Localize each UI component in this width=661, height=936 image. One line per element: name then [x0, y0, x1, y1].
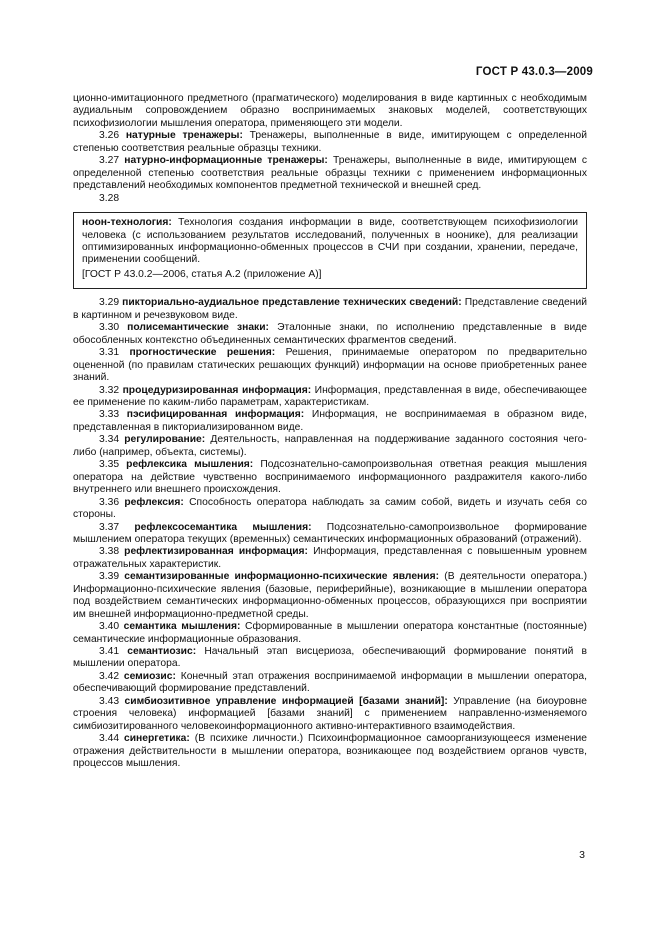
entry-number: 3.35 [99, 459, 120, 471]
entry-definition: Тренажеры, выполненные в виде, имитирующем с определенной степенью соответствия реальные образцы техники с применением информационных представлений необходимых компонентов предметной технической и внешней сред. [73, 155, 587, 192]
entry-term: прогностические решения: [129, 347, 276, 359]
entry-definition: Подсознательно-самопроизвольное формирование мышлением оператора текущих (временных) семантических информационных образований (отражений). [73, 521, 587, 545]
entry-definition: Подсознательно-самопроизвольная ответная реакция мышления оператора на действие чувственно воспринимаемого информационного раздражителя какого-либо внутреннего или внешнего происхождения. [73, 459, 587, 496]
boxed-def: Технология создания информации в виде, соответствующем психофизиологии человека (с использованием результатов исследований, полученных в ноонике), для реализации оптимизированных информационно-обменных процессов в СЧИ при создании, хранении, передаче, применении сообщений. [82, 217, 578, 266]
term-entry [73, 546, 587, 571]
intro-paragraph: ционно-имитационного предметного (прагматического) моделирования в виде картинных с необходимым аудиальным сопровождением образно воспринимаемых знаковых моделей, соответствующих психофизиологии мышления оператора, применяющего эти модели. [73, 93, 587, 129]
term-entry [73, 497, 587, 522]
document-body [73, 93, 587, 771]
term-entry [73, 621, 587, 646]
term-entry [73, 733, 587, 770]
entry-term: натурные тренажеры: [125, 130, 243, 142]
entry-definition: Информация, не воспринимаемая в образном виде, представленная в пикториализированном виде. [73, 409, 587, 433]
entry-definition: Представление сведений в картинном и речезвуковом виде. [73, 297, 587, 321]
term-entry [73, 322, 587, 347]
entry-term: рефлектизированная информация: [124, 546, 308, 558]
entry-term: семантиозис: [127, 646, 197, 658]
term-entry [73, 522, 587, 547]
entry-number: 3.29 [99, 297, 120, 309]
entry-definition: Тренажеры, выполненные в виде, имитирующем с определенной степенью соответствия реальные образцы техники. [73, 130, 587, 154]
entry-term: пэсифицированная информация: [126, 409, 305, 421]
term-entry [73, 459, 587, 496]
entry-number: 3.38 [99, 546, 120, 558]
document-code: ГОСТ Р 43.0.3—2009 [475, 66, 593, 78]
entry-term: симбиозитивное управление информацией [базами знаний]: [124, 695, 448, 707]
entry-term: пикториально-аудиальное представление технических сведений: [122, 297, 462, 309]
entry-definition: Информация, представленная в виде, обеспечивающее ее применение по каким-либо параметрам, характеристикам. [73, 384, 587, 408]
entry-number: 3.42 [99, 670, 120, 682]
entry-number: 3.30 [99, 322, 120, 334]
entry-term: рефлексосемантика мышления: [134, 521, 312, 533]
entry-number: 3.27 [99, 155, 120, 167]
boxed-reference: [ГОСТ Р 43.0.2—2006, статья А.2 (приложение А)] [82, 268, 322, 280]
entry-number: 3.36 [99, 496, 120, 508]
term-entry [73, 193, 587, 205]
term-entry [73, 434, 587, 459]
boxed-term: ноон-технология: [82, 217, 172, 229]
term-entry [73, 696, 587, 733]
boxed-paragraph [82, 217, 578, 267]
entry-definition: Решения, принимаемые оператором по предварительно оцененной (по правилам статических решающих функций) информации на основе приобретенных ранее знаний. [73, 347, 587, 384]
entry-number: 3.31 [99, 347, 120, 359]
page-number: 3 [579, 849, 585, 861]
term-entry [73, 155, 587, 192]
entry-number: 3.37 [99, 521, 120, 533]
entry-term: семантизированные информационно-психические явления: [124, 571, 440, 583]
entry-term: семантика мышления: [123, 621, 241, 633]
entry-definition: Эталонные знаки, по исполнению представленные в виде обособленных контекстно объединенных семантических фрагментов сведений. [73, 322, 587, 346]
entry-term: процедуризированная информация: [122, 384, 312, 396]
entry-definition: (В психике личности.) Психоинформационное самоорганизующееся изменение отражения действительности в мышлении оператора, возникающее под воздействием органов чувств, процессов мышления. [73, 733, 587, 770]
entry-number: 3.33 [99, 409, 120, 421]
entry-number: 3.32 [99, 384, 120, 396]
term-list-b [73, 297, 587, 770]
entry-definition: Способность оператора наблюдать за самим собой, видеть и изучать себя со стороны. [73, 496, 587, 521]
entry-number: 3.41 [99, 646, 120, 658]
entry-term: синергетика: [123, 733, 190, 745]
term-entry [73, 646, 587, 671]
term-entry [73, 571, 587, 621]
entry-term: рефлексика мышления: [126, 459, 254, 471]
term-entry [73, 347, 587, 384]
term-entry [73, 385, 587, 410]
entry-definition: Деятельность, направленная на поддерживание заданного состояния чего-либо (например, объекта, системы). [73, 434, 587, 458]
entry-definition: Информация, представленная с повышенным уровнем отражательных характеристик. [73, 546, 587, 570]
entry-term: натурно-информационные тренажеры: [124, 155, 328, 167]
entry-definition: Управление (на биоуровне строения человека) информацией [базами знаний] с применением направленно-изменяемого симбиозитированного человекоинформационного активно-интерактивного взаимодействия. [73, 695, 587, 732]
entry-number: 3.44 [99, 733, 120, 745]
entry-definition: Начальный этап висцериоза, обеспечивающий формирование понятий в мышлении оператора. [73, 646, 587, 670]
boxed-definition [73, 212, 587, 289]
entry-number: 3.34 [99, 434, 120, 446]
term-entry [73, 130, 587, 155]
term-list-a [73, 130, 587, 205]
entry-number: 3.26 [99, 130, 120, 142]
entry-term: рефлексия: [124, 496, 184, 508]
entry-number: 3.43 [99, 695, 120, 707]
entry-number: 3.39 [99, 571, 120, 583]
entry-term: семиозис: [123, 670, 176, 682]
entry-number: 3.28 [99, 192, 120, 204]
entry-definition: Конечный этап отражения воспринимаемой информации в мышлении оператора, обеспечивающий формирование представлений. [73, 670, 587, 695]
term-entry [73, 297, 587, 322]
entry-definition: Сформированные в мышлении оператора константные (постоянные) семантические информационные образования. [73, 621, 587, 645]
term-entry [73, 671, 587, 696]
entry-term: регулирование: [124, 434, 206, 446]
term-entry [73, 409, 587, 434]
entry-definition: (В деятельности оператора.) Информационно-психические явления (базовые, периферийные), возникающие в мышлении оператора под воздействием семантических информационно-обменных процессов, образующихся при восприятии им внешней информационно-предметной среды. [73, 571, 587, 620]
entry-number: 3.40 [99, 621, 120, 633]
entry-term: полисемантические знаки: [127, 322, 269, 334]
